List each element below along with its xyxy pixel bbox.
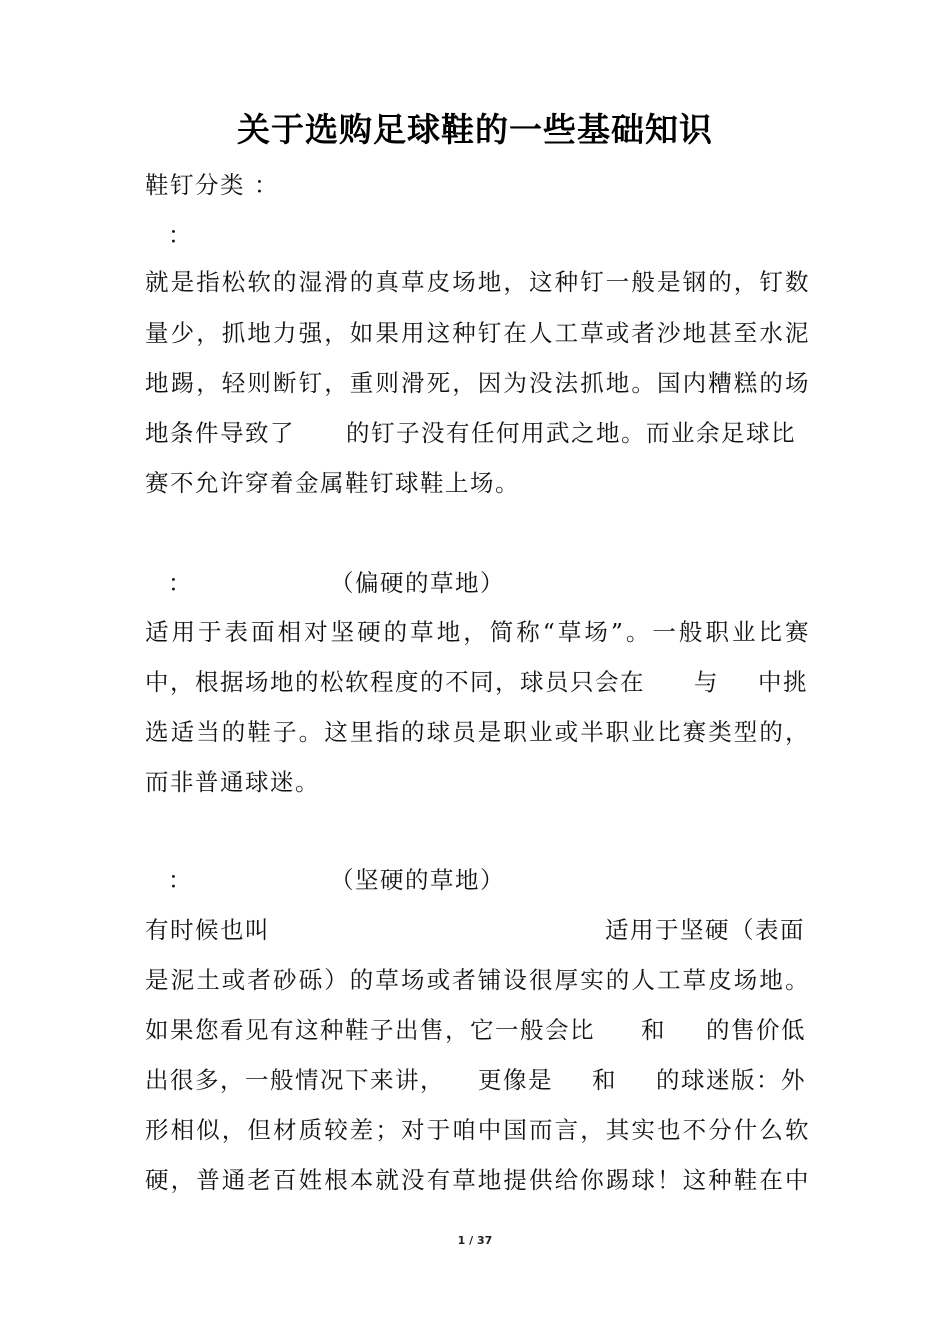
paragraph-line: 赛不允许穿着金属鞋钉球鞋上场。: [145, 469, 520, 497]
paragraph-segment: 适用于坚硬（表面: [605, 916, 805, 944]
paragraph-segment: 有时候也叫: [145, 916, 270, 944]
paragraph-segment: 的钉子没有任何用武之地。而业余足球比: [346, 419, 796, 447]
document-title: 关于选购足球鞋的一些基础知识: [237, 110, 713, 149]
paragraph-segment: 更像是: [478, 1066, 553, 1094]
paragraph-segment: 地条件导致了: [145, 419, 295, 447]
paragraph-segment: 的售价低: [706, 1016, 806, 1044]
paragraph-line: 而非普通球迷。: [145, 768, 320, 796]
fg-heading-colon: ：: [168, 569, 193, 597]
paragraph-line: 形相似，但材质较差；对于咱中国而言，其实也不分什么软: [145, 1116, 810, 1144]
paragraph-segment: 与: [694, 668, 719, 696]
section-heading: 鞋钉分类 ：: [145, 171, 279, 199]
paragraph-segment: 的球迷版：外: [656, 1066, 806, 1094]
paragraph-segment: 中，根据场地的松软程度的不同，球员只会在: [145, 668, 645, 696]
fg-heading-note: （偏硬的草地）: [330, 569, 505, 597]
hg-heading-note: （坚硬的草地）: [330, 866, 505, 894]
paragraph-line: 量少，抓地力强，如果用这种钉在人工草或者沙地甚至水泥: [145, 319, 810, 347]
paragraph-line: 就是指松软的湿滑的真草皮场地，这种钉一般是钢的，钉数: [145, 268, 810, 296]
paragraph-line: 地踢，轻则断钉，重则滑死，因为没法抓地。国内糟糕的场: [145, 369, 810, 397]
paragraph-segment: 和: [641, 1016, 666, 1044]
hg-heading-colon: ：: [168, 866, 193, 894]
paragraph-line: 适用于表面相对坚硬的草地，简称“草场”。一般职业比赛: [145, 618, 810, 646]
paragraph-segment: 出很多，一般情况下来讲，: [145, 1066, 445, 1094]
paragraph-segment: 和: [592, 1066, 617, 1094]
paragraph-line: 是泥土或者砂砾）的草场或者铺设很厚实的人工草皮场地。: [145, 966, 810, 994]
paragraph-segment: 中挑: [758, 668, 808, 696]
paragraph-segment: 如果您看见有这种鞋子出售，它一般会比: [145, 1016, 595, 1044]
paragraph-line: 硬，普通老百姓根本就没有草地提供给你踢球！这种鞋在中: [145, 1166, 810, 1194]
sg-heading-colon: ：: [168, 221, 193, 249]
page-number: 1 / 37: [457, 1234, 493, 1247]
paragraph-line: 选适当的鞋子。这里指的球员是职业或半职业比赛类型的，: [145, 718, 810, 746]
